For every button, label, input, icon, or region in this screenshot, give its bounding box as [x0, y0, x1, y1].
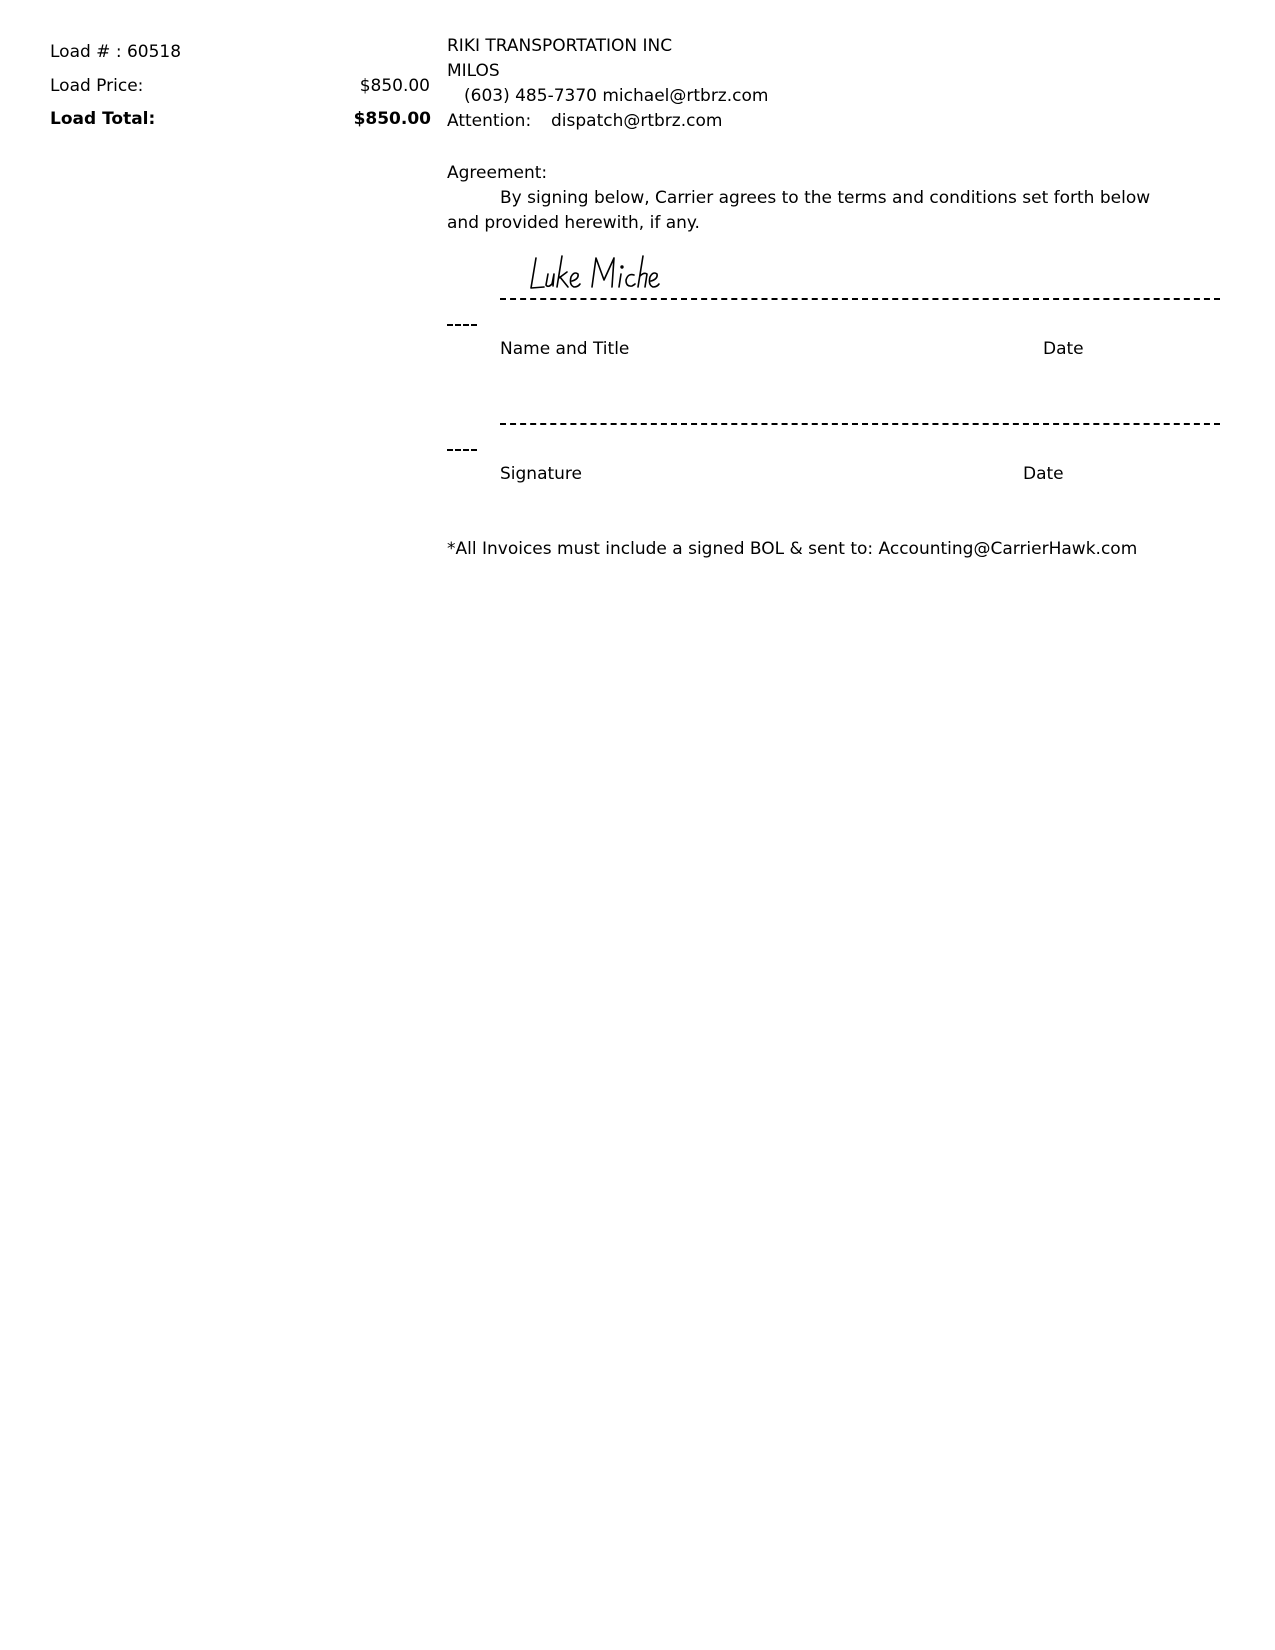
name-title-line-continuation: [447, 324, 477, 326]
signature-date-label: Date: [1023, 464, 1064, 484]
handwritten-signature: [526, 252, 696, 296]
signature-line: [500, 423, 1220, 425]
load-total-value: $850.00: [353, 109, 431, 129]
name-title-line: [500, 298, 1220, 300]
attention-email: dispatch@rtbrz.com: [551, 111, 723, 131]
name-title-label: Name and Title: [500, 339, 630, 359]
agreement-label: Agreement:: [447, 163, 548, 183]
load-price-label: Load Price:: [50, 76, 144, 96]
carrier-city: MILOS: [447, 61, 500, 81]
load-total-label: Load Total:: [50, 109, 156, 129]
signature-line-continuation: [447, 449, 477, 451]
invoice-note: *All Invoices must include a signed BOL & sent to: Accounting@CarrierHawk.com: [447, 539, 1138, 559]
name-date-label: Date: [1043, 339, 1084, 359]
signature-label: Signature: [500, 464, 583, 484]
attention-label: Attention:: [447, 111, 532, 131]
agreement-text: By signing below, Carrier agrees to the terms and conditions set forth below and provided herewith, if any.: [447, 188, 1151, 233]
load-price-value: $850.00: [359, 76, 430, 96]
load-number: Load # : 60518: [50, 42, 182, 62]
carrier-contact: (603) 485-7370 michael@rtbrz.com: [464, 86, 769, 106]
carrier-name: RIKI TRANSPORTATION INC: [447, 36, 673, 56]
